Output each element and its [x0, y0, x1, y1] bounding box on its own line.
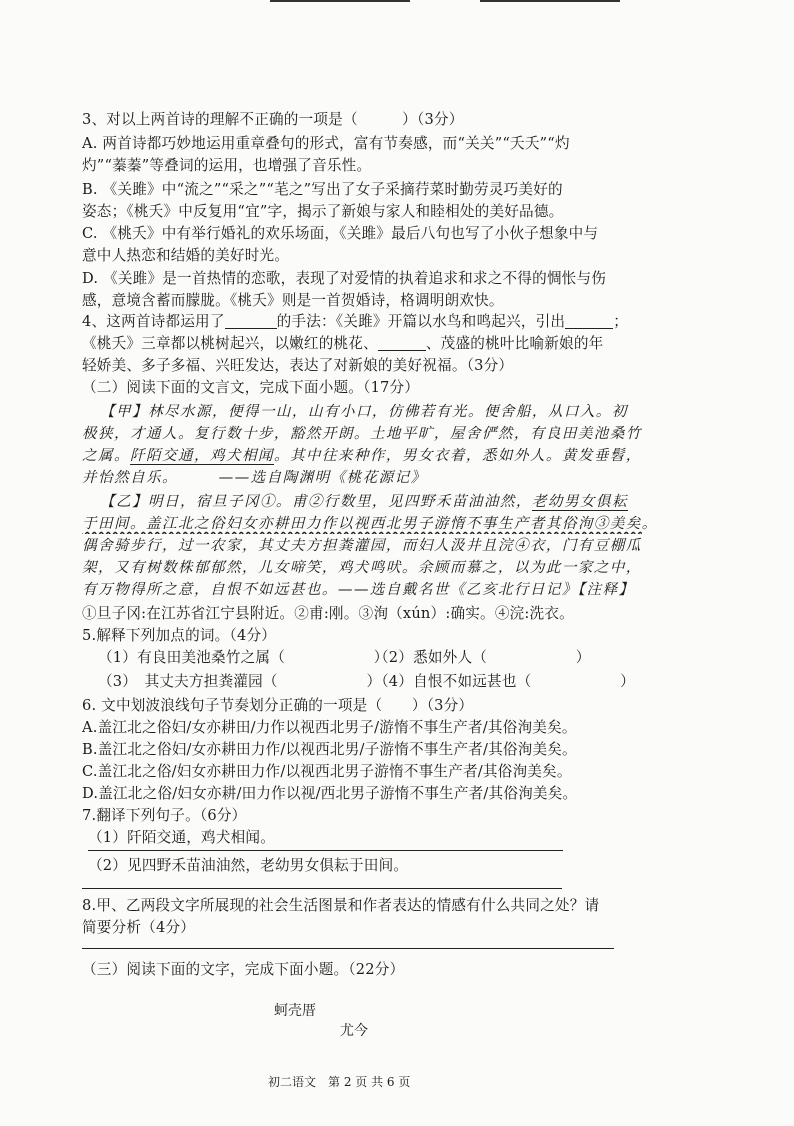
underlined-sentence: 老幼男女俱耘	[531, 493, 628, 510]
q3-option-b-cont: 姿态；《桃夭》中反复用“宜”字，揭示了新娘与家人和睦相处的美好品德。	[82, 203, 564, 220]
q6-option-a: A.盖江北之俗妇/女亦耕田/力作以视西北男子/游惰不事生产者/其俗洵美矣。	[82, 719, 577, 736]
q3-option-d-cont: 感，意境含蓄而朦胧。《桃夭》则是一首贺婚诗，格调明朗欢快。	[82, 292, 504, 309]
q7-sentence-2: （2）见四野禾苗油油然，老幼男女俱耘于田间。	[88, 857, 409, 874]
yi-passage-line: 有万物得所之意，自恨不如远甚也。——选自戴名世《乙亥北行日记》【注释】	[82, 581, 635, 598]
yi-passage-line: 架，又有树数株郁郁然，儿女啼笑，鸡犬鸣吠。余顾而慕之，以为此一家之中，	[82, 559, 642, 576]
answer-blank[interactable]	[378, 334, 426, 351]
yi-passage-line: 【乙】明日，宿旦子冈①。甫②行数里，见四野禾苗油油然，老幼男女俱耘	[100, 493, 628, 510]
q5-item-1: （1）有良田美池桑竹之属（ ）	[98, 649, 389, 666]
answer-line[interactable]	[82, 888, 562, 889]
q3-stem: 3、对以上两首诗的理解不正确的一项是（ ）（3分）	[82, 111, 464, 128]
q3-option-d: D. 《关雎》是一首热情的恋歌，表现了对爱情的执着追求和求之不得的惆怅与伤	[82, 270, 607, 287]
answer-line[interactable]	[88, 850, 563, 851]
q6-option-c: C.盖江北之俗/妇女亦耕田力作/以视西北男子游惰不事生产者/其俗洵美矣。	[82, 763, 572, 780]
q4-line-3: 轻娇美、多子多福、兴旺发达，表达了对新娘的美好祝福。（3分）	[82, 357, 514, 374]
q4-line-1: 4、这两首诗都运用了 的手法：《关雎》开篇以水鸟和鸣起兴，引出 ；	[82, 313, 629, 330]
q5-item-2: （2）悉如外人（ ）	[374, 649, 591, 666]
q3-option-c-cont: 意中人热恋和结婚的美好时光。	[82, 247, 290, 264]
article-title: 蚵壳厝	[274, 1003, 316, 1019]
yi-passage-line: 于田间。盖江北之俗妇女亦耕田力作以视西北男子游惰不事生产者其俗洵③美矣。	[82, 515, 658, 532]
q7-sentence-1: （1）阡陌交通，鸡犬相闻。	[88, 829, 276, 846]
section2-title: （二）阅读下面的文言文，完成下面小题。（17分）	[82, 379, 420, 396]
q5-stem: 5.解释下列加点的词。（4分）	[82, 627, 277, 644]
jia-passage-line: 极狭，才通人。复行数十步，豁然开朗。土地平旷，屋舍俨然，有良田美池桑竹	[82, 425, 642, 442]
section3-title: （三）阅读下面的文字，完成下面小题。（22分）	[82, 961, 405, 978]
scan-edge-line	[270, 0, 410, 2]
scan-edge-line	[480, 0, 620, 2]
q4-line-2: 《桃夭》三章都以桃树起兴，以嫩红的桃花、 、茂盛的桃叶比喻新娘的年	[82, 335, 604, 352]
q3-option-a: A. 两首诗都巧妙地运用重章叠句的形式，富有节奏感，而“关关”“夭夭”“灼	[82, 135, 570, 152]
q5-item-3: （3） 其丈夫方担粪灌园（ ）	[98, 673, 382, 690]
annotations: ①旦子冈:在江苏省江宁县附近。②甫:刚。③洵（xún）:确实。④浣:洗衣。	[82, 605, 574, 622]
wavy-underlined-sentence: 于田间。盖江北之俗妇女亦耕田力作以视西北男子游惰不事生产者其俗洵③美矣	[82, 515, 642, 532]
q3-option-c: C. 《桃夭》中有举行婚礼的欢乐场面，《关雎》最后八句也写了小伙子想象中与	[82, 225, 599, 242]
q6-option-d: D.盖江北之俗/妇女亦耕/田力作以视/西北男子游惰不事生产者/其俗洵美矣。	[82, 785, 578, 802]
yi-passage-line: 偶舍骑步行，过一农家，其丈夫方担粪灌园，而妇人汲井且浣④衣，门有豆棚瓜	[82, 537, 642, 554]
q8-stem: 8.甲、乙两段文字所展现的社会生活图景和作者表达的情感有什么共同之处？请	[82, 897, 600, 914]
answer-blank[interactable]	[225, 312, 277, 329]
answer-line[interactable]	[82, 948, 614, 949]
jia-passage-line: 之属。阡陌交通，鸡犬相闻。其中往来种作，男女衣着，悉如外人。黄发垂髫，	[82, 447, 642, 464]
answer-blank[interactable]	[565, 312, 613, 329]
jia-passage-source: 并怡然自乐。 ——选自陶渊明《桃花源记》	[82, 469, 427, 486]
q7-stem: 7.翻译下列句子。（6分）	[82, 807, 247, 824]
jia-passage-line: 【甲】林尽水源，便得一山，山有小口，仿佛若有光。便舍船，从口入。初	[100, 403, 628, 420]
q5-item-4: （4）自恨不如远甚也（ ）	[374, 673, 635, 690]
q3-option-a-cont: 灼”“蓁蓁”等叠词的运用，也增强了音乐性。	[82, 157, 372, 174]
page-footer: 初二语文 第 2 页 共 6 页	[268, 1075, 411, 1089]
q6-stem: 6. 文中划波浪线句子节奏划分正确的一项是（ ）（3分）	[82, 697, 474, 714]
q3-option-b: B. 《关雎》中“流之”“采之”“芼之”写出了女子采摘荇菜时勤劳灵巧美好的	[82, 181, 563, 198]
q6-option-b: B.盖江北之俗妇/女亦耕田力作/以视西北男/子游惰不事生产者/其俗洵美矣。	[82, 741, 577, 758]
article-author: 尤今	[340, 1023, 368, 1039]
q8-stem-cont: 简要分析（4分）	[82, 919, 196, 936]
underlined-sentence: 阡陌交通，鸡犬相闻	[129, 447, 274, 464]
